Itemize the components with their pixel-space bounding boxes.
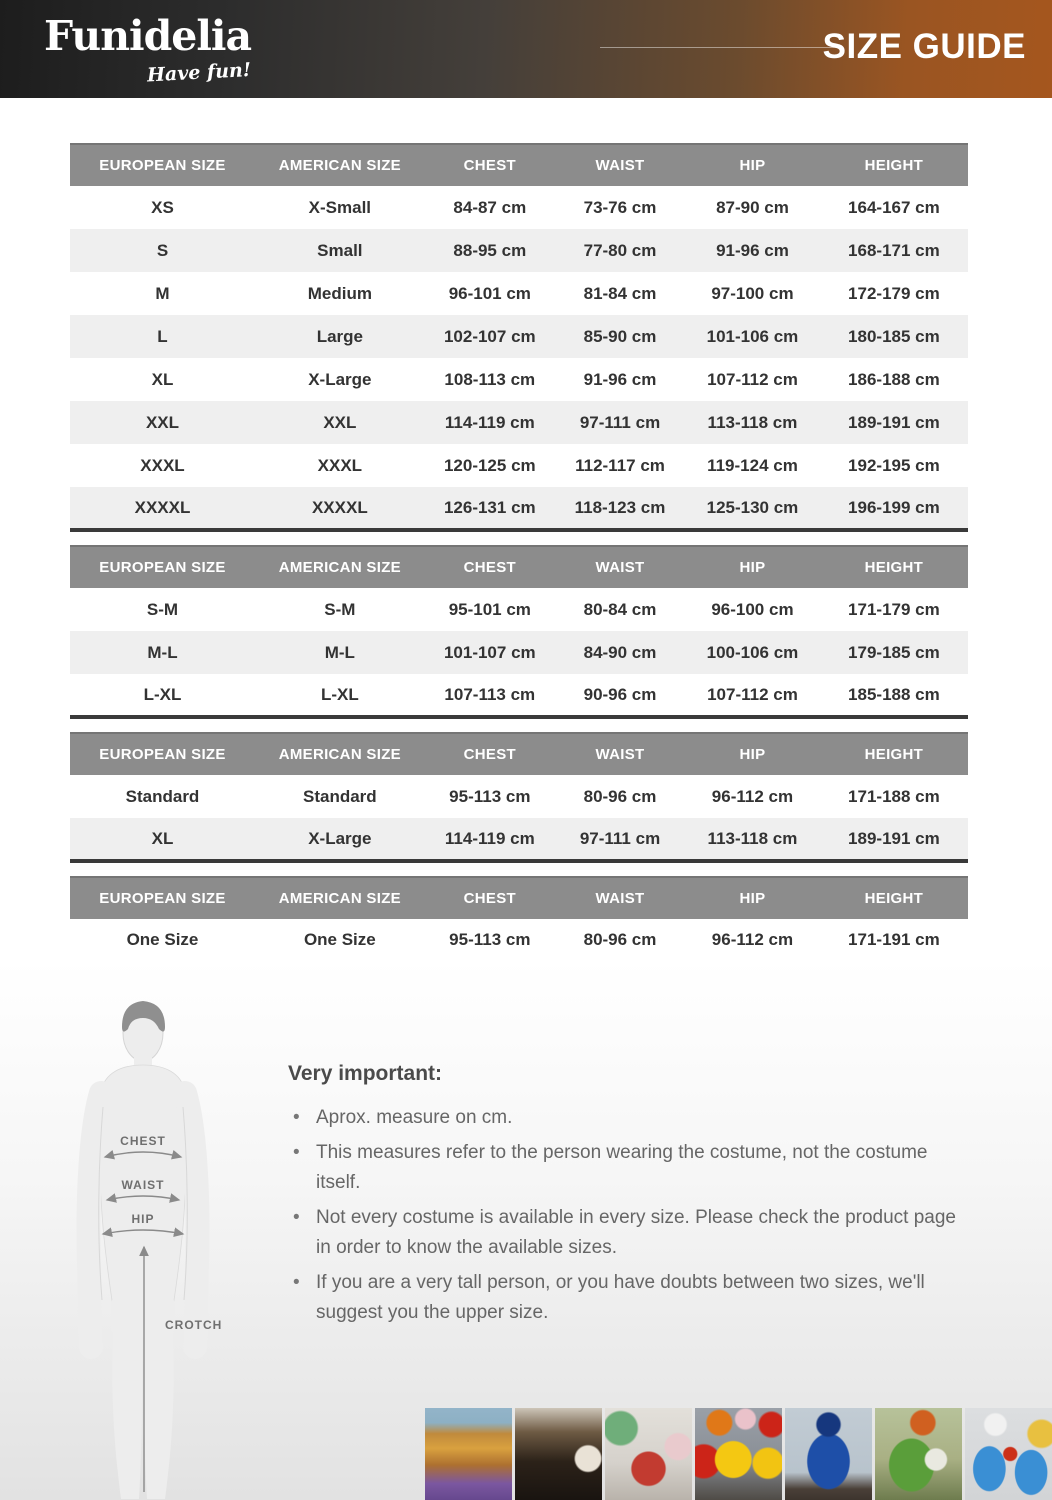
table-header-row [70,144,968,186]
size-cell: 113-118 cm [707,828,798,848]
size-cell: XL [151,828,174,848]
costume-photo-pacman [695,1408,782,1500]
size-cell: 97-111 cm [579,828,661,848]
size-cell: 84-90 cm [583,642,657,662]
size-cell: 91-96 cm [716,240,789,260]
size-cell: 171-188 cm [848,786,940,806]
size-cell: 168-171 cm [848,240,940,260]
size-cell: 125-130 cm [706,497,799,517]
column-header: CHEST [425,733,555,775]
size-row [70,487,968,530]
size-cell: 81-84 cm [583,283,657,303]
column-header: EUROPEAN SIZE [70,546,255,588]
size-cell: One Size [126,929,199,949]
size-cell: 73-76 cm [583,197,657,217]
size-cell: 96-112 cm [711,929,794,949]
column-header: HEIGHT [820,546,968,588]
size-cell: M-L [324,642,355,662]
size-cell: 112-117 cm [575,455,665,475]
size-cell: 90-96 cm [583,684,657,704]
size-cell: 84-87 cm [453,197,527,217]
size-row [70,186,968,229]
costume-photo-smurfs [965,1408,1052,1500]
size-cell: 119-124 cm [707,455,798,475]
column-header: HIP [685,733,820,775]
body-measurement-diagram [53,995,233,1500]
size-cell: 97-100 cm [711,283,794,303]
size-cell: S-M [146,599,179,619]
column-header: AMERICAN SIZE [255,877,425,919]
size-cell: 185-188 cm [848,684,940,704]
costume-photo-power-rangers [605,1408,692,1500]
column-header: CHEST [425,144,555,186]
size-cell: Medium [307,283,372,303]
size-row [70,775,968,818]
size-cell: 96-112 cm [711,786,794,806]
hip-label: HIP [131,1212,155,1226]
waist-label: WAIST [121,1178,165,1192]
note-item: • If you are a very tall person, or you have doubts between two sizes, we'll suggest you the upper size. [288,1268,960,1327]
size-cell: 87-90 cm [716,197,789,217]
size-row [70,631,968,674]
size-row [70,315,968,358]
size-cell: 120-125 cm [443,455,536,475]
table-header-row [70,877,968,919]
size-cell: 88-95 cm [453,240,527,260]
size-cell: 96-100 cm [711,599,794,619]
funidelia-logo [44,12,252,87]
measurement-info-section [0,960,1052,1500]
column-header: AMERICAN SIZE [255,546,425,588]
size-cell: M [155,283,170,303]
notes-list [288,1103,960,1327]
note-item: • Aprox. measure on cm. [288,1103,960,1132]
size-cell: Small [317,240,363,260]
size-table-standard-sizes [70,143,968,532]
column-header: WAIST [555,877,685,919]
size-row [70,818,968,861]
column-header: EUROPEAN SIZE [70,144,255,186]
column-header: WAIST [555,733,685,775]
column-header: HIP [685,546,820,588]
size-cell: M-L [147,642,178,662]
important-notes [288,1062,960,1333]
size-row [70,401,968,444]
size-cell: 114-119 cm [444,828,535,848]
header-banner [0,0,1052,98]
size-cell: 80-96 cm [583,786,657,806]
column-header: EUROPEAN SIZE [70,733,255,775]
size-cell: X-Large [308,828,372,848]
size-cell: XL [151,369,174,389]
size-table-combined-sizes [70,545,968,719]
size-cell: 196-199 cm [848,497,940,517]
size-cell: XXXL [317,455,363,475]
size-cell: XS [151,197,174,217]
size-cell: X-Large [308,369,372,389]
size-tables-section [0,143,1052,964]
column-header: CHEST [425,546,555,588]
costume-photo-pj-masks [785,1408,872,1500]
size-cell: 102-107 cm [443,326,536,346]
size-cell: L [157,326,168,346]
size-cell: 126-131 cm [443,497,536,517]
size-cell: 186-188 cm [848,369,940,389]
size-cell: 107-113 cm [444,684,536,704]
chest-label: CHEST [120,1134,166,1148]
size-cell: 85-90 cm [583,326,657,346]
size-cell: 80-96 cm [583,929,657,949]
size-cell: 101-107 cm [443,642,536,662]
size-cell: X-Small [308,197,372,217]
size-cell: Standard [303,786,377,806]
size-cell: 107-112 cm [707,684,798,704]
size-cell: 80-84 cm [583,599,657,619]
size-cell: One Size [303,929,376,949]
column-header: AMERICAN SIZE [255,144,425,186]
size-cell: XXL [323,412,357,432]
size-table-one-size [70,876,968,964]
size-cell: 118-123 cm [574,497,666,517]
size-cell: 108-113 cm [444,369,536,389]
size-row [70,919,968,962]
size-cell: 189-191 cm [848,828,940,848]
column-header: WAIST [555,144,685,186]
size-row [70,588,968,631]
size-cell: 114-119 cm [444,412,535,432]
size-cell: 95-101 cm [448,599,531,619]
size-cell: Standard [125,786,200,806]
column-header: HEIGHT [820,733,968,775]
size-cell: XXXXL [134,497,191,517]
size-cell: 189-191 cm [848,412,940,432]
column-header: HIP [685,144,820,186]
costume-photo-blanka [875,1408,962,1500]
table-header-row [70,546,968,588]
size-table-standard-xl [70,732,968,863]
crotch-label: CROTCH [165,1318,223,1332]
size-cell: XXXL [140,455,185,475]
column-header: EUROPEAN SIZE [70,877,255,919]
note-item: • Not every costume is available in every size. Please check the product page in order to know the available sizes. [288,1203,960,1262]
size-cell: 95-113 cm [449,786,531,806]
size-cell: 113-118 cm [707,412,798,432]
costume-photo-strip [425,1408,1052,1500]
size-cell: S [156,240,169,260]
size-cell: 107-112 cm [707,369,798,389]
size-cell: 179-185 cm [848,642,940,662]
size-cell: L-XL [143,684,182,704]
size-row [70,444,968,487]
body-silhouette [89,1001,198,1499]
costume-photo-star-wars [515,1408,602,1500]
notes-title: Very important: [288,1062,443,1085]
size-cell: XXXXL [311,497,368,517]
column-header: HEIGHT [820,144,968,186]
logo-wordmark: Funidelia [44,12,252,60]
size-cell: 91-96 cm [583,369,657,389]
size-cell: 100-106 cm [706,642,799,662]
table-header-row [70,733,968,775]
column-header: HEIGHT [820,877,968,919]
column-header: HIP [685,877,820,919]
size-cell: 171-191 cm [848,929,940,949]
size-cell: Large [316,326,363,346]
size-cell: 77-80 cm [583,240,657,260]
page-title: SIZE GUIDE [822,27,1026,66]
header-divider-line [600,47,843,48]
size-cell: XXL [145,412,180,432]
size-cell: S-M [324,599,356,619]
size-cell: 171-179 cm [848,599,940,619]
note-item: • This measures refer to the person wearing the costume, not the costume itself. [288,1138,960,1197]
size-cell: 95-113 cm [449,929,531,949]
size-cell: 192-195 cm [848,455,940,475]
size-cell: L-XL [320,684,359,704]
size-cell: 96-101 cm [448,283,531,303]
size-cell: 164-167 cm [848,197,940,217]
size-row [70,358,968,401]
column-header: CHEST [425,877,555,919]
column-header: AMERICAN SIZE [255,733,425,775]
column-header: WAIST [555,546,685,588]
size-cell: 180-185 cm [848,326,940,346]
size-row [70,272,968,315]
size-cell: 97-111 cm [579,412,661,432]
size-row [70,229,968,272]
size-cell: 172-179 cm [848,283,940,303]
size-cell: 101-106 cm [706,326,799,346]
logo-tagline: Have fun! [146,59,252,87]
size-row [70,674,968,717]
costume-photo-dragon-ball [425,1408,512,1500]
